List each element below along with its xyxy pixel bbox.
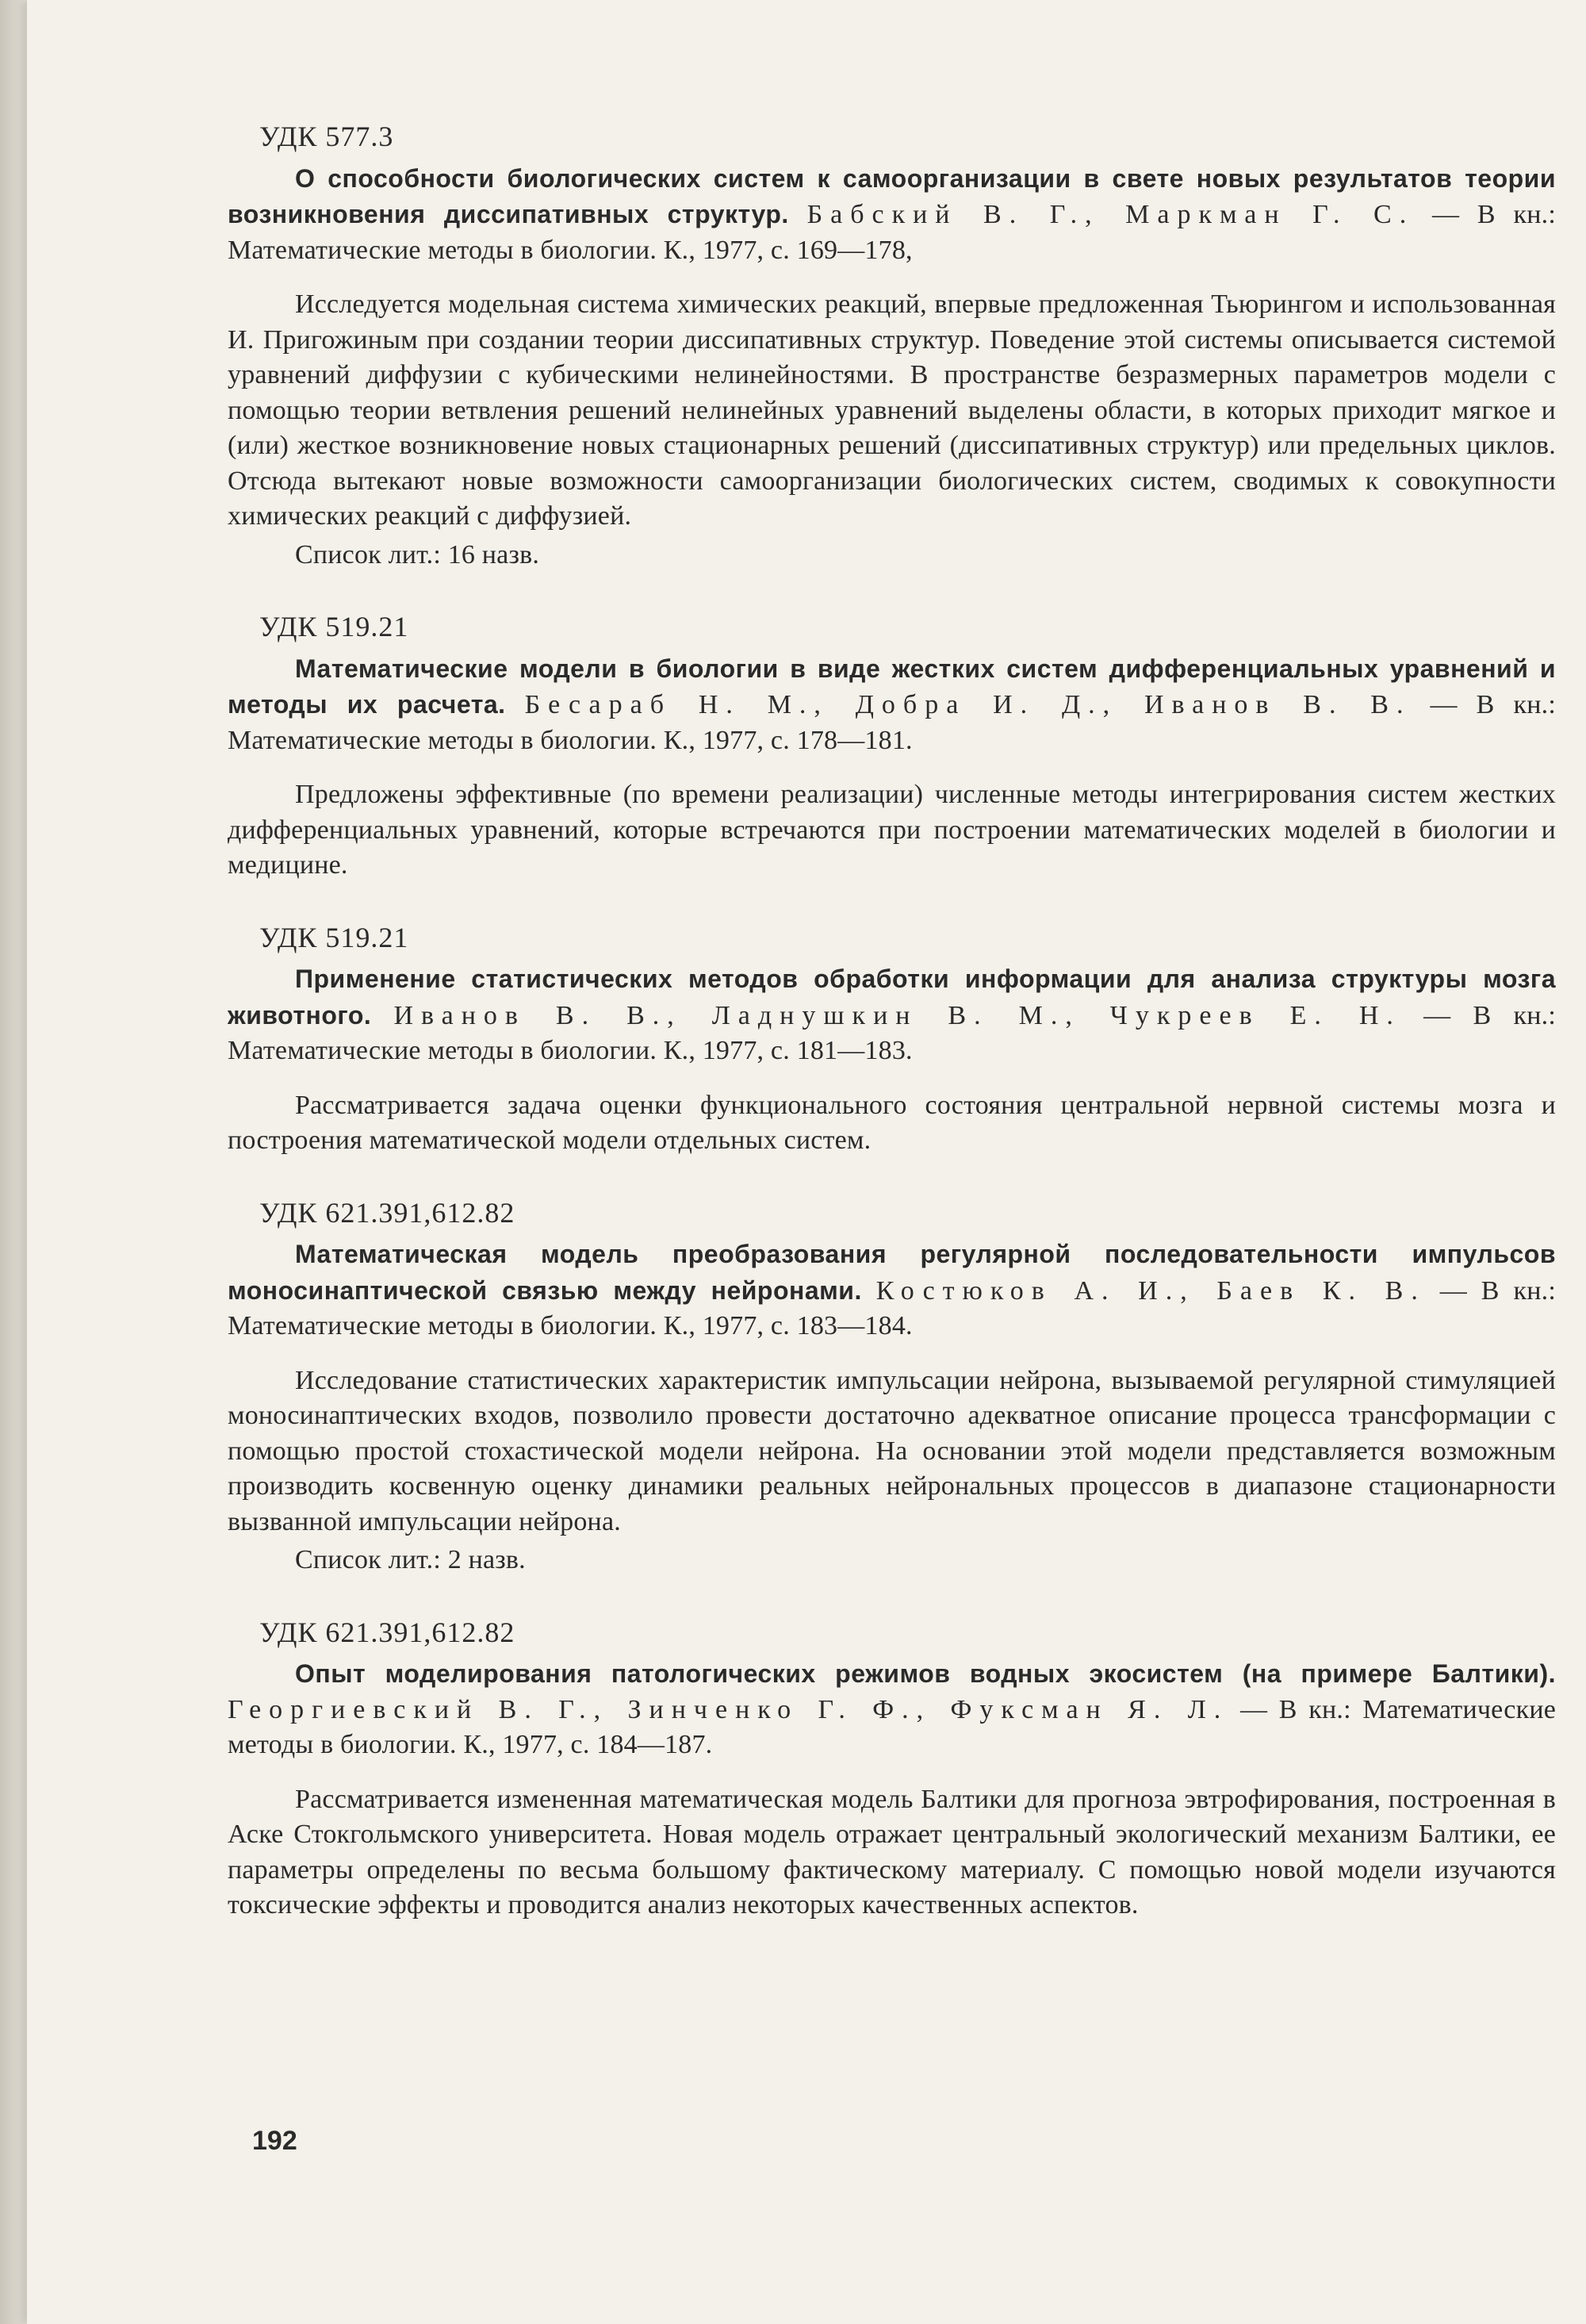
bibliographic-reference [228,1237,1556,1344]
literature-count: Список лит.: 16 назв. [295,539,540,569]
entry-authors: Георгиевский В. Г., Зинченко Г. Ф., Фуксман Я. Л. [228,1694,1229,1724]
bibliographic-reference [228,651,1556,759]
bibliographic-reference [228,1656,1556,1763]
entry-authors: Костюков А. И., Баев К. В. [875,1275,1426,1306]
abstract-entry-4 [228,1195,1556,1578]
udc-code: УДК 621.391,612.82 [259,1616,515,1648]
abstract-entry-1 [228,119,1556,573]
entry-source: — В кн.: Математические методы в биологии. К., 1977, с. 181—183. [228,1000,1557,1065]
abstract-text: Исследуется модельная система химических реакций, впервые предложенная Тьюрингом и использованная И. Пригожиным при создании теории диссипативных структур. Поведение этой системы описывается системой уравнений диффузии с кубическими нелинейностями. В пространстве безразмерных параметров модели с помощью теории ветвления решений нелинейных уравнений выделены области, в которых приходит мягкое и (или) жесткое возникновение новых стационарных решений (диссипативных структур) или предельных циклов. Отсюда вытекают новые возможности самоорганизации биологических систем, сводимых к совокупности химических реакций с диффузией. [228,290,1556,531]
udc-code: УДК 621.391,612.82 [259,1196,515,1229]
entry-title: Опыт моделирования патологических режимов водных экосистем (на примере Балтики). [295,1659,1556,1688]
udc-code: УДК 519.21 [259,611,409,642]
bibliographic-reference [228,961,1556,1069]
abstract-text: Рассматривается измененная математическая модель Балтики для прогноза эвтрофирования, построенная в Аске Стокгольмского университета. Новая модель отражает центральный экологический механизм Балтики, ее параметры определены по весьма большому фактическому материалу. С помощью новой модели изучаются токсические эффекты и проводится анализ некоторых качественных аспектов. [228,1784,1556,1919]
literature-count: Список лит.: 2 назв. [295,1545,526,1574]
entry-source: — В кн.: Математические методы в биологии. К., 1977, с. 178—181. [228,690,1557,755]
entry-authors: Бабский В. Г., Маркман Г. С. [806,200,1415,229]
udc-code: УДК 577.3 [259,121,394,152]
entry-title: Применение статистических методов обработки информации для анализа структуры мозга животного. [228,964,1556,1030]
abstract-text: Исследование статистических характеристик импульсации нейрона, вызываемой регулярной стимуляцией моносинаптических входов, позволило провести достаточно адекватное описание процесса трансформации с помощью простой стохастической модели нейрона. На основании этой модели представляется возможным производить косвенную оценку динамики реальных нейрональных процессов в диапазоне стационарности вызванной импульсации нейрона. [228,1365,1556,1536]
entry-title: Математические модели в биологии в виде жестких систем дифференциальных уравнений и методы их расчета. [228,654,1556,719]
bibliographic-reference [228,161,1556,269]
entry-title: Математическая модель преобразования регулярной последовательности импульсов моносинаптической связью между нейронами. [228,1240,1556,1305]
entry-source: — В кн.: Математические методы в биологии. К., 1977, с. 169—178, [228,200,1557,265]
abstract-entry-5 [228,1615,1556,1923]
entry-source: — В кн.: Математические методы в биологии. К., 1977, с. 184—187. [228,1694,1557,1759]
entry-authors: Бесараб Н. М., Добра И. Д., Иванов В. В. [524,690,1412,719]
udc-code: УДК 519.21 [259,921,409,953]
abstract-text: Предложены эффективные (по времени реализации) численные методы интегрирования систем жестких дифференциальных уравнений, которые встречаются при построении математических моделей в биологии и медицине. [228,780,1556,880]
entry-source: — В кн.: Математические методы в биологии. К., 1977, с. 183—184. [228,1275,1557,1340]
abstract-entry-2 [228,609,1556,884]
abstract-text: Рассматривается задача оценки функционального состояния центральной нервной системы мозга и построения математической модели отдельных систем. [228,1090,1556,1155]
entry-authors: Иванов В. В., Ладнушкин В. М., Чукреев Е. Н. [393,1000,1401,1030]
entry-title: О способности биологических систем к самоорганизации в свете новых результатов теории возникновения диссипативных структур. [228,163,1556,228]
page-number: 192 [252,2126,297,2156]
abstract-entry-3 [228,920,1556,1159]
abstracts-list [228,119,1556,1923]
page-edge [0,0,27,2324]
